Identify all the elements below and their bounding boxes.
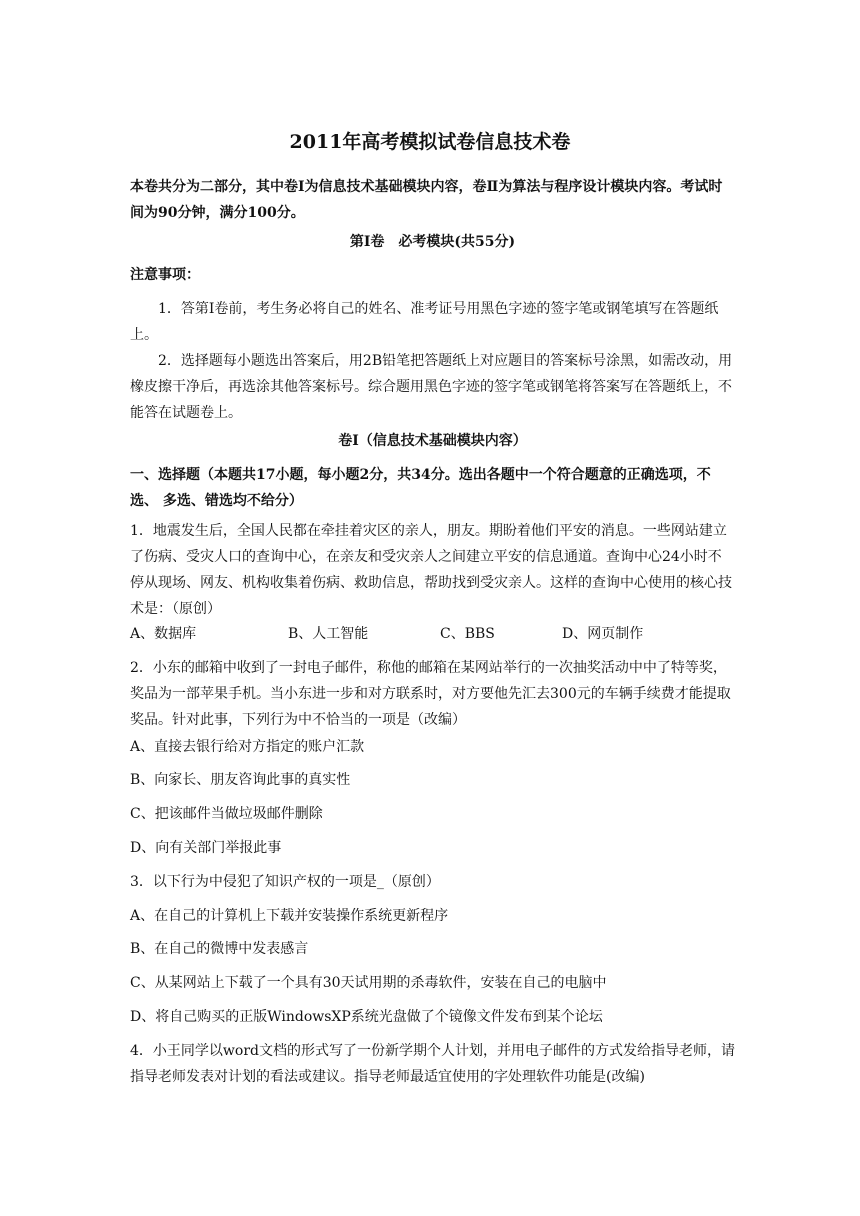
question-3-stem: 3．以下行为中侵犯了知识产权的一项是_（原创） <box>130 874 440 890</box>
exam-intro: 本卷共分为二部分，其中卷Ⅰ为信息技术基础模块内容，卷Ⅱ为算法与程序设计模块内容。考试时间为90分钟，满分100分。 <box>130 179 723 221</box>
question-1-options <box>130 621 735 647</box>
document-title: 2011年高考模拟试卷信息技术卷 <box>289 131 571 153</box>
question-3-option-b: B、在自己的微博中发表感言 <box>130 941 309 957</box>
question-1-option-b: B、人工智能 <box>288 626 369 642</box>
question-4-stem: 4．小王同学以word文档的形式写了一份新学期个人计划，并用电子邮件的方式发给指导老师，请指导老师发表对计划的看法或建议。指导老师最适宜使用的字处理软件功能是(改编) <box>130 1043 735 1085</box>
mc-heading: 一、选择题（本题共17小题，每小题2分，共34分。选出各题中一个符合题意的正确选项，不选、 多选、错选均不给分） <box>130 467 711 509</box>
part1-heading: 第Ⅰ卷 必考模块(共55分) <box>349 234 516 250</box>
question-3-option-a: A、在自己的计算机上下载并安装操作系统更新程序 <box>130 908 449 924</box>
question-1-stem: 1．地震发生后，全国人民都在牵挂着灾区的亲人，朋友。期盼着他们平安的消息。一些网站建立了伤病、受灾人口的查询中心，在亲友和受灾亲人之间建立平安的信息通道。查询中心24小时不停从现场、网友、机构收集着伤病、救助信息，帮助找到受灾亲人。这样的查询中心使用的核心技术是：（原创） <box>130 523 732 617</box>
question-1-option-c: C、BBS <box>440 626 495 642</box>
notice-item-2: 2．选择题每小题选出答案后，用2B铅笔把答题纸上对应题目的答案标号涂黑，如需改动，用橡皮擦干净后，再选涂其他答案标号。综合题用黑色字迹的签字笔或钢笔将答案写在答题纸上，不能答在试题卷上。 <box>130 353 733 421</box>
section-heading: 卷Ⅰ（信息技术基础模块内容） <box>338 433 527 449</box>
question-1-option-a: A、数据库 <box>130 626 197 642</box>
question-2-stem: 2．小东的邮箱中收到了一封电子邮件，称他的邮箱在某网站举行的一次抽奖活动中中了特等奖，奖品为一部苹果手机。当小东进一步和对方联系时，对方要他先汇去300元的车辆手续费才能提取奖品。针对此事，下列行为中不恰当的一项是（改编） <box>130 660 731 728</box>
question-2-option-c: C、把该邮件当做垃圾邮件删除 <box>130 806 323 822</box>
question-2-option-a: A、直接去银行给对方指定的账户汇款 <box>130 739 365 755</box>
question-3-option-d: D、将自己购买的正版WindowsXP系统光盘做了个镜像文件发布到某个论坛 <box>130 1009 603 1025</box>
question-2-option-b: B、向家长、朋友咨询此事的真实性 <box>130 772 351 788</box>
notice-heading: 注意事项： <box>130 267 200 283</box>
notice-item-1: 1．答第Ⅰ卷前，考生务必将自己的姓名、准考证号用黑色字迹的签字笔或钢笔填写在答题纸上。 <box>130 301 719 343</box>
question-2-option-d: D、向有关部门举报此事 <box>130 840 282 856</box>
question-1-option-d: D、网页制作 <box>562 626 644 642</box>
question-3-option-c: C、从某网站上下载了一个具有30天试用期的杀毒软件，安装在自己的电脑中 <box>130 975 607 991</box>
